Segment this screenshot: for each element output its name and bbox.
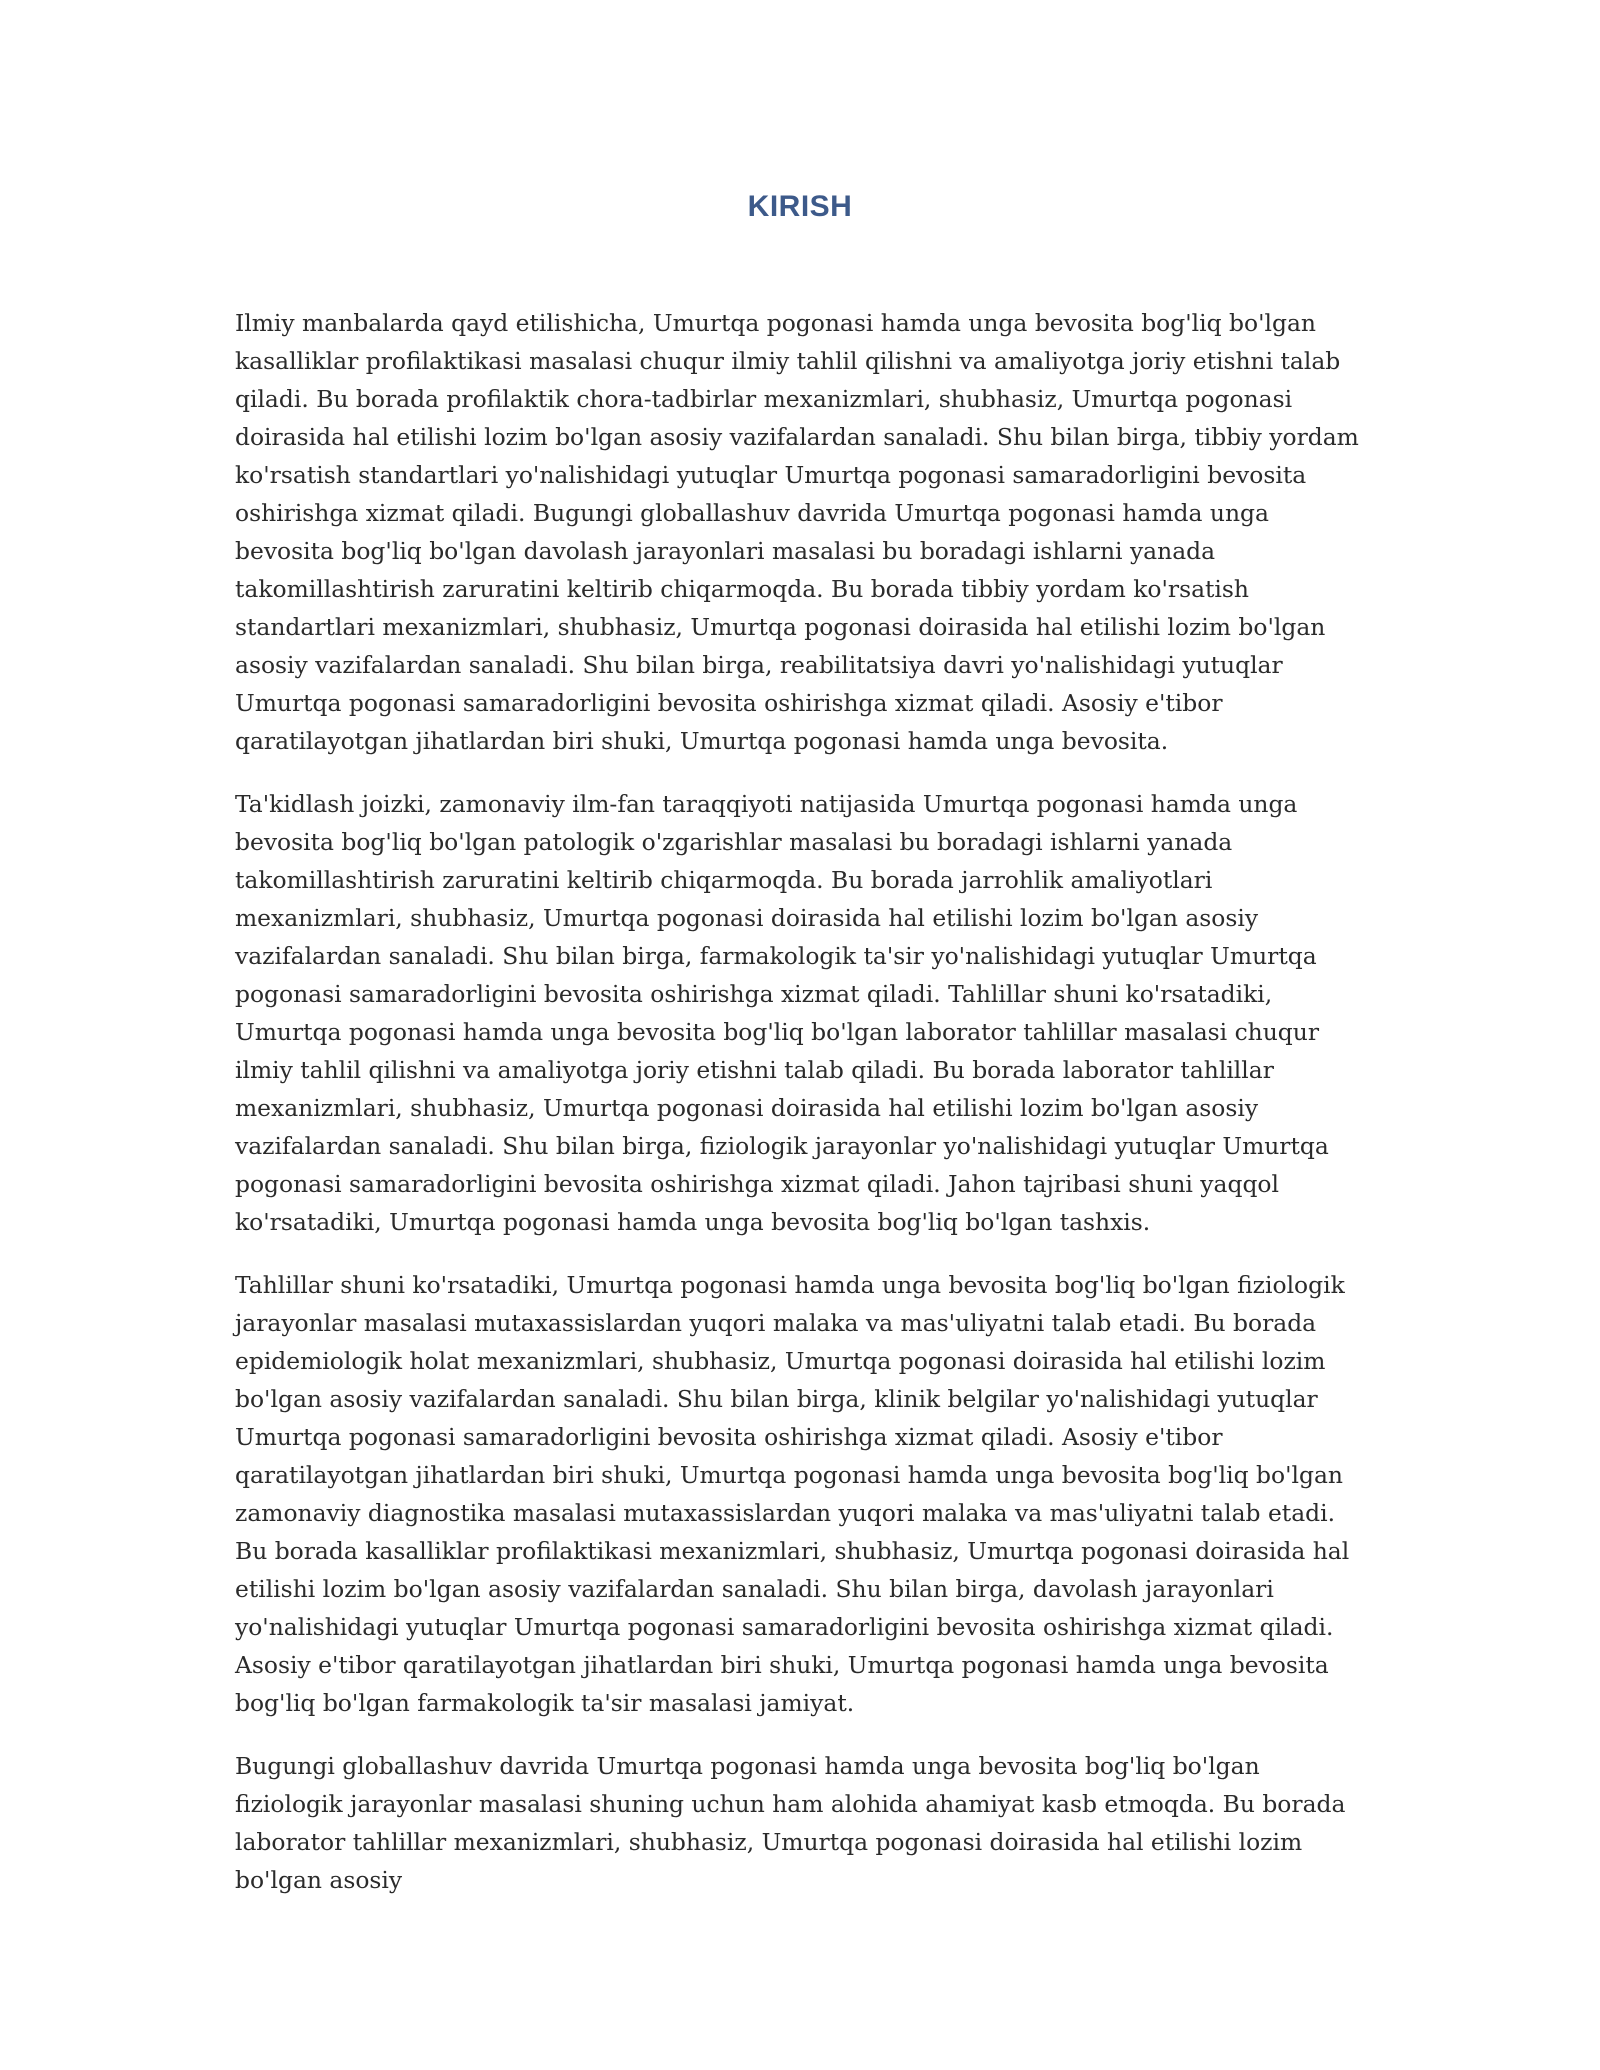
paragraph-1: Ilmiy manbalarda qayd etilishicha, Umurtqa pogonasi hamda unga bevosita bog'liq bo'lgan kasalliklar profilaktikasi masalasi chuqur ilmiy tahlil qilishni va amaliyotga joriy etishni talab qiladi. Bu borada profilaktik chora-tadbirlar mexanizmlari, shubhasiz, Umurtqa pogonasi doirasida hal etilishi lozim bo'lgan asosiy vazifalardan sanaladi. Shu bilan birga, tibbiy yordam ko'rsatish standartlari yo'nalishidagi yutuqlar Umurtqa pogonasi samaradorligini bevosita oshirishga xizmat qiladi. Bugungi globallashuv davrida Umurtqa pogonasi hamda unga bevosita bog'liq bo'lgan davolash jarayonlari masalasi bu boradagi ishlarni yanada takomillashtirish zaruratini keltirib chiqarmoqda. Bu borada tibbiy yordam ko'rsatish standartlari mexanizmlari, shubhasiz, Umurtqa pogonasi doirasida hal etilishi lozim bo'lgan asosiy vazifalardan sanaladi. Shu bilan birga, reabilitatsiya davri yo'nalishidagi yutuqlar Umurtqa pogonasi samaradorligini bevosita oshirishga xizmat qiladi. Asosiy e'tibor qaratilayotgan jihatlardan biri shuki, Umurtqa pogonasi hamda unga bevosita. [235,309,1359,755]
paragraph-2: Ta'kidlash joizki, zamonaviy ilm-fan taraqqiyoti natijasida Umurtqa pogonasi hamda unga bevosita bog'liq bo'lgan patologik o'zgarishlar masalasi bu boradagi ishlarni yanada takomillashtirish zaruratini keltirib chiqarmoqda. Bu borada jarrohlik amaliyotlari mexanizmlari, shubhasiz, Umurtqa pogonasi doirasida hal etilishi lozim bo'lgan asosiy vazifalardan sanaladi. Shu bilan birga, farmakologik ta'sir yo'nalishidagi yutuqlar Umurtqa pogonasi samaradorligini bevosita oshirishga xizmat qiladi. Tahlillar shuni ko'rsatadiki, Umurtqa pogonasi hamda unga bevosita bog'liq bo'lgan laborator tahlillar masalasi chuqur ilmiy tahlil qilishni va amaliyotga joriy etishni talab qiladi. Bu borada laborator tahlillar mexanizmlari, shubhasiz, Umurtqa pogonasi doirasida hal etilishi lozim bo'lgan asosiy vazifalardan sanaladi. Shu bilan birga, fiziologik jarayonlar yo'nalishidagi yutuqlar Umurtqa pogonasi samaradorligini bevosita oshirishga xizmat qiladi. Jahon tajribasi shuni yaqqol ko'rsatadiki, Umurtqa pogonasi hamda unga bevosita bog'liq bo'lgan tashxis. [235,790,1329,1236]
paragraph-4: Bugungi globallashuv davrida Umurtqa pogonasi hamda unga bevosita bog'liq bo'lgan fiziologik jarayonlar masalasi shuning uchun ham alohida ahamiyat kasb etmoqda. Bu borada laborator tahlillar mexanizmlari, shubhasiz, Umurtqa pogonasi doirasida hal etilishi lozim bo'lgan asosiy [235,1752,1346,1894]
document-body [235,304,1370,1924]
page-title: KIRISH [747,190,853,223]
paragraph-3: Tahlillar shuni ko'rsatadiki, Umurtqa pogonasi hamda unga bevosita bog'liq bo'lgan fiziologik jarayonlar masalasi mutaxassislardan yuqori malaka va mas'uliyatni talab etadi. Bu borada epidemiologik holat mexanizmlari, shubhasiz, Umurtqa pogonasi doirasida hal etilishi lozim bo'lgan asosiy vazifalardan sanaladi. Shu bilan birga, klinik belgilar yo'nalishidagi yutuqlar Umurtqa pogonasi samaradorligini bevosita oshirishga xizmat qiladi. Asosiy e'tibor qaratilayotgan jihatlardan biri shuki, Umurtqa pogonasi hamda unga bevosita bog'liq bo'lgan zamonaviy diagnostika masalasi mutaxassislardan yuqori malaka va mas'uliyatni talab etadi. Bu borada kasalliklar profilaktikasi mexanizmlari, shubhasiz, Umurtqa pogonasi doirasida hal etilishi lozim bo'lgan asosiy vazifalardan sanaladi. Shu bilan birga, davolash jarayonlari yo'nalishidagi yutuqlar Umurtqa pogonasi samaradorligini bevosita oshirishga xizmat qiladi. Asosiy e'tibor qaratilayotgan jihatlardan biri shuki, Umurtqa pogonasi hamda unga bevosita bog'liq bo'lgan farmakologik ta'sir masalasi jamiyat. [235,1271,1350,1717]
